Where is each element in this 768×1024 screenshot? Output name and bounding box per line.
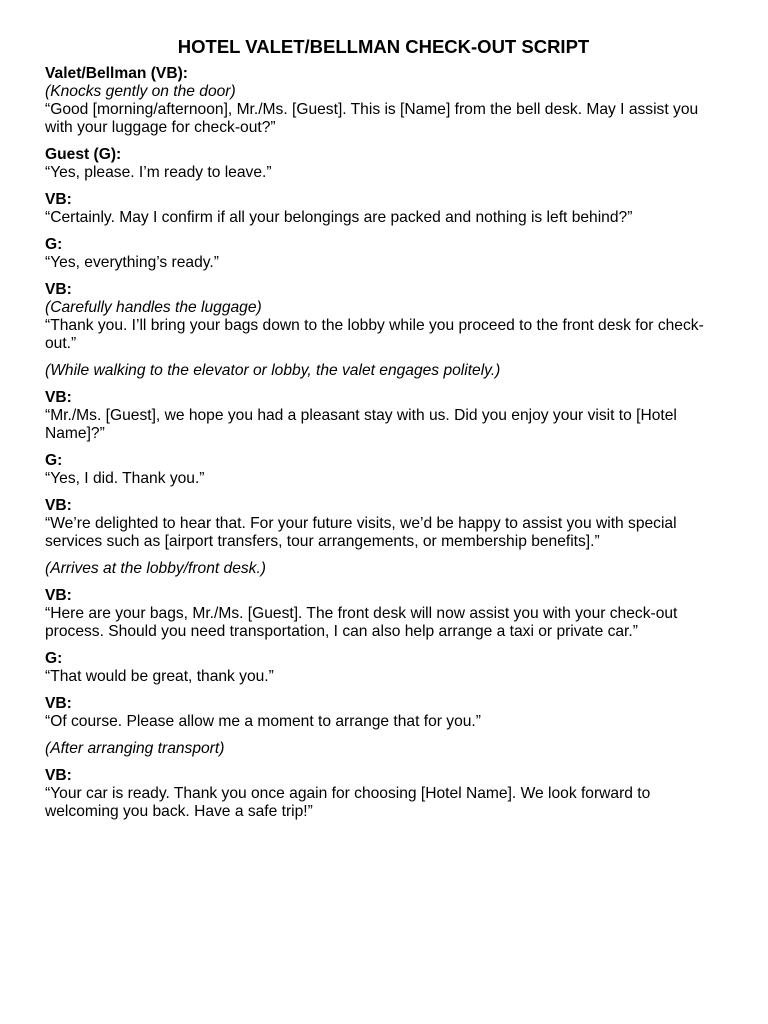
speaker-label: G: (45, 650, 63, 667)
dialogue-block (45, 191, 722, 227)
dialogue-block (45, 497, 722, 551)
speaker-label: VB: (45, 695, 72, 712)
dialogue-block (45, 236, 722, 272)
speaker-label: VB: (45, 389, 72, 406)
dialogue-block (45, 650, 722, 686)
dialogue-block (45, 281, 722, 353)
stage-direction: (After arranging transport) (45, 740, 225, 757)
dialogue-block (45, 587, 722, 641)
stage-direction: (Arrives at the lobby/front desk.) (45, 560, 267, 577)
document-title: HOTEL VALET/BELLMAN CHECK-OUT SCRIPT (177, 36, 590, 57)
dialogue-line: “Thank you. I’ll bring your bags down to the lobby while you proceed to the front desk for check-out.” (45, 317, 704, 352)
dialogue-line: “Certainly. May I confirm if all your belongings are packed and nothing is left behind?” (45, 209, 633, 226)
speaker-label: VB: (45, 191, 72, 208)
speaker-label: VB: (45, 767, 72, 784)
dialogue-line: “Yes, I did. Thank you.” (45, 470, 205, 487)
dialogue-line: “We’re delighted to hear that. For your future visits, we’d be happy to assist you with special services such as [airport transfers, tour arrangements, or membership benefits].” (45, 515, 677, 550)
dialogue-line: “Your car is ready. Thank you once again for choosing [Hotel Name]. We look forward to welcoming you back. Have a safe trip!” (45, 785, 651, 820)
dialogue-block (45, 146, 722, 182)
dialogue-block (45, 389, 722, 443)
dialogue-line: “Good [morning/afternoon], Mr./Ms. [Guest]. This is [Name] from the bell desk. May I assist you with your luggage for check-out?” (45, 101, 699, 136)
dialogue-line: “Mr./Ms. [Guest], we hope you had a pleasant stay with us. Did you enjoy your visit to [Hotel Name]?” (45, 407, 677, 442)
dialogue-block (45, 452, 722, 488)
speaker-label: G: (45, 452, 63, 469)
dialogue-block (45, 767, 722, 821)
speaker-label: Valet/Bellman (VB): (45, 65, 188, 82)
dialogue-line: “Of course. Please allow me a moment to arrange that for you.” (45, 713, 481, 730)
dialogue-block (45, 695, 722, 731)
stage-direction: (While walking to the elevator or lobby, the valet engages politely.) (45, 362, 501, 379)
dialogue-line: “Yes, please. I’m ready to leave.” (45, 164, 272, 181)
dialogue-line: “Yes, everything’s ready.” (45, 254, 219, 271)
speaker-label: Guest (G): (45, 146, 122, 163)
dialogue-line: “Here are your bags, Mr./Ms. [Guest]. The front desk will now assist you with your check-out process. Should you need transportation, I can also help arrange a taxi or private car.” (45, 605, 678, 640)
speaker-label: VB: (45, 587, 72, 604)
dialogue-line: “That would be great, thank you.” (45, 668, 274, 685)
speaker-label: G: (45, 236, 63, 253)
stage-direction: (Carefully handles the luggage) (45, 299, 262, 316)
speaker-label: VB: (45, 281, 72, 298)
speaker-label: VB: (45, 497, 72, 514)
dialogue-block (45, 65, 722, 137)
stage-direction: (Knocks gently on the door) (45, 83, 236, 100)
